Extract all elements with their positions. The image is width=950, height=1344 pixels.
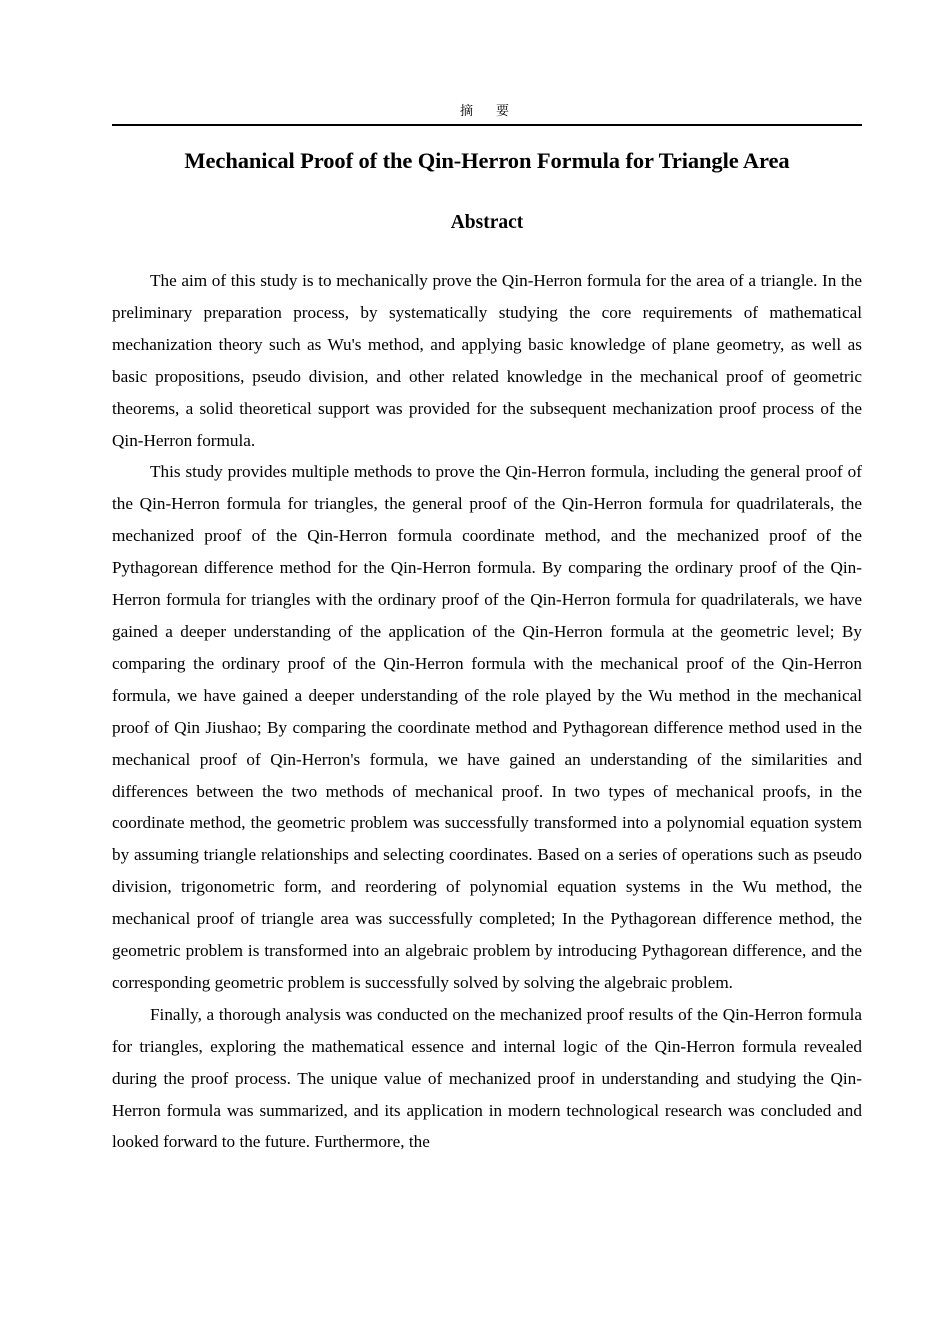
abstract-body [112,265,862,1158]
abstract-heading: Abstract [450,212,524,233]
abstract-paragraph: The aim of this study is to mechanically prove the Qin-Herron formula for the area of a triangle. In the preliminary preparation process, by systematically studying the core requirements of mathematical mechanization theory such as Wu's method, and applying basic knowledge of plane geometry, as well as basic propositions, pseudo division, and other related knowledge in the mechanical proof of geometric theorems, a solid theoretical support was provided for the subsequent mechanization proof process of the Qin-Herron formula. [112,271,862,450]
abstract-paragraph: Finally, a thorough analysis was conducted on the mechanized proof results of the Qin-Herron formula for triangles, exploring the mathematical essence and internal logic of the Qin-Herron formula revealed during the proof process. The unique value of mechanized proof in understanding and studying the Qin-Herron formula was summarized, and its application in modern technological research was concluded and looked forward to the future. Furthermore, the [112,1004,862,1152]
page-content [112,0,862,1158]
header-divider [112,124,862,126]
page-title: Mechanical Proof of the Qin-Herron Formula for Triangle Area [184,148,790,173]
running-header: 摘 要 [459,104,514,119]
abstract-paragraph: This study provides multiple methods to prove the Qin-Herron formula, including the general proof of the Qin-Herron formula for triangles, the general proof of the Qin-Herron formula for quadrilaterals, the mechanized proof of the Qin-Herron formula coordinate method, and the mechanized proof of the Pythagorean difference method for the Qin-Herron formula. By comparing the ordinary proof of the Qin-Herron formula for triangles with the ordinary proof of the Qin-Herron formula for quadrilaterals, we have gained a deeper understanding of the application of the Qin-Herron formula at the geometric level; By comparing the ordinary proof of the Qin-Herron formula with the mechanical proof of the Qin-Herron formula, we have gained a deeper understanding of the role played by the Wu method in the mechanical proof of Qin Jiushao; By comparing the coordinate method and Pythagorean difference method used in the mechanical proof of Qin-Herron's formula, we have gained an understanding of the similarities and differences between the two methods of mechanical proof. In two types of mechanical proofs, in the coordinate method, the geometric problem was successfully transformed into a polynomial equation system by assuming triangle relationships and selecting coordinates. Based on a series of operations such as pseudo division, trigonometric form, and reordering of polynomial equation systems in the Wu method, the mechanical proof of triangle area was successfully completed; In the Pythagorean difference method, the geometric problem is transformed into an algebraic problem by introducing Pythagorean difference, and the corresponding geometric problem is successfully solved by solving the algebraic problem. [112,462,862,992]
